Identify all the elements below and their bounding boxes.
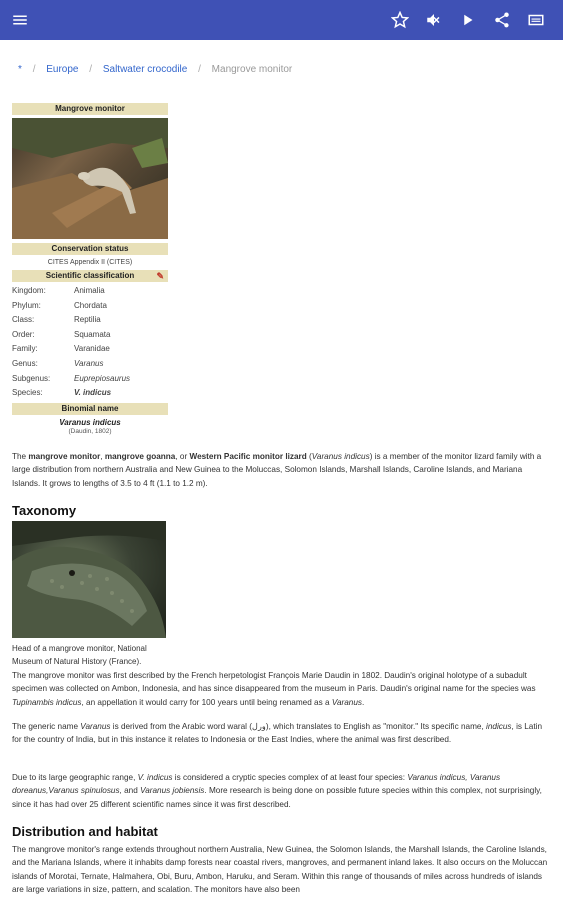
classification-row-kingdom	[12, 284, 168, 299]
row-value[interactable]: Varanidae	[74, 344, 110, 354]
italic-text: Varanus indicus	[311, 452, 370, 461]
classification-row-order	[12, 328, 168, 343]
breadcrumb-separator: /	[89, 64, 93, 75]
text: ) is a member of the monitor lizard family with a large distribution from northern Australia and New Guinea to the Moluccas, Solomon Islands, Marshall Islands, Caroline Islands, and Mariana Islands. It grows to lengths of 3.5 to 4 ft (1.1 to 1.2 m).	[12, 452, 542, 488]
text: and	[121, 786, 141, 796]
text: ,	[100, 452, 105, 461]
text: The generic name	[12, 722, 81, 731]
row-label: Class:	[12, 315, 35, 325]
distribution-paragraph-1: The mangrove monitor's range extends throughout northern Australia, New Guinea, the Solomon Islands, the Marshall Islands, the Caroline Islands, and the Mariana Islands, where it inhabits damp forests near coastal rivers, mangroves, and permanent inland lakes. It also occurs on the Moluccan islands of Morotai, Ternate, Halmahera, Obi, Buru, Ambon, Haruku, and Seram. Within this range of thousands of miles across hundreds of islands are large variations in size, pattern, and scalation. The monitors have also been	[12, 845, 548, 894]
breadcrumb-separator: /	[32, 64, 36, 75]
breadcrumb-item-europe[interactable]: Europe	[46, 64, 79, 75]
row-label: Family:	[12, 344, 38, 354]
binomial-name-header: Binomial name	[12, 403, 168, 415]
row-value[interactable]: Squamata	[74, 329, 111, 339]
text: , is Latin for the country of India, but in this instance it relates to Indonesia or the East Indies, where the animal was first described.	[12, 722, 543, 745]
breadcrumb	[18, 64, 300, 75]
row-label: Order:	[12, 329, 35, 339]
breadcrumb-item-current: Mangrove monitor	[211, 64, 293, 75]
classification-row-phylum	[12, 299, 168, 314]
classification-row-genus	[12, 357, 168, 372]
row-value[interactable]: Animalia	[74, 286, 105, 295]
star-icon[interactable]	[388, 8, 412, 32]
text: The mangrove monitor was first described by the French herpetologist François Marie Daudin in 1802. Daudin's original holotype of a subadult specimen was collected on Ambon, Indonesia, and has since disappeared from the museum in Paris. Daudin's original name for the species was	[12, 671, 536, 694]
text: , an appellation it would carry for 100 years until being renamed as a	[81, 697, 332, 707]
infobox-title: Mangrove monitor	[12, 103, 168, 115]
row-value[interactable]: Euprepiosaurus	[74, 373, 131, 383]
row-label: Phylum:	[12, 300, 41, 310]
bold-text: mangrove goanna	[104, 452, 176, 461]
intro-paragraph	[12, 450, 550, 490]
italic-text: Tupinambis indicus	[12, 697, 82, 707]
italic-text: Varanus	[331, 697, 363, 707]
classification-row-family	[12, 342, 168, 357]
row-value: V. indicus	[74, 388, 112, 398]
breadcrumb-home[interactable]: *	[18, 64, 22, 75]
classification-row-class	[12, 313, 168, 328]
text: . More research is being done on possible future species within this complex, not surprisingly, since it has had over 25 different scientific names since it was first described.	[12, 786, 542, 809]
italic-text: Varanus	[80, 722, 111, 731]
section-heading-distribution: Distribution and habitat	[12, 824, 158, 839]
breadcrumb-item-saltwater-crocodile[interactable]: Saltwater crocodile	[102, 64, 188, 75]
italic-text: V. indicus	[137, 773, 173, 782]
app-toolbar	[0, 0, 563, 40]
text: is derived from the Arabic word waral (ورل), which translates to English as "monitor." Its specific name,	[110, 722, 487, 731]
text: is considered a cryptic species complex of at least four species:	[172, 773, 408, 782]
menu-icon[interactable]	[8, 8, 32, 32]
taxonomy-photo[interactable]	[12, 521, 166, 638]
italic-text: indicus	[486, 722, 512, 731]
binomial-name: Varanus indicus	[59, 417, 121, 427]
text: .	[362, 697, 365, 707]
taxonomy-paragraph-1	[12, 669, 550, 709]
bold-text: mangrove monitor	[28, 452, 101, 461]
taxonomy-paragraph-3	[12, 771, 550, 811]
row-value[interactable]: Chordata	[74, 300, 107, 310]
text: (	[306, 452, 312, 461]
bold-text: Western Pacific monitor lizard	[189, 452, 307, 461]
text: The	[12, 452, 29, 461]
conservation-status-value: CITES Appendix II (CITES)	[47, 259, 133, 266]
text: Due to its large geographic range,	[12, 773, 138, 782]
share-icon[interactable]	[490, 8, 514, 32]
row-label: Genus:	[12, 358, 38, 368]
conservation-status-header: Conservation status	[12, 243, 168, 255]
classification-rows	[12, 284, 168, 401]
classification-row-subgenus	[12, 372, 168, 387]
infobox	[12, 103, 168, 435]
italic-text: Varanus indicus, Varanus doreanus,Varanus spinulosus,	[12, 773, 501, 796]
classification-row-species	[12, 386, 168, 401]
list-icon[interactable]	[524, 8, 548, 32]
italic-text: Varanus jobiensis	[140, 786, 205, 796]
row-label: Kingdom:	[12, 286, 46, 295]
scientific-classification-label: Scientific classification	[45, 271, 135, 280]
breadcrumb-separator: /	[198, 64, 201, 75]
row-value[interactable]: Varanus	[74, 358, 104, 368]
scientific-classification-header	[12, 270, 168, 282]
pencil-icon[interactable]: ✎	[156, 271, 164, 281]
row-value[interactable]: Reptilia	[74, 315, 101, 325]
play-icon[interactable]	[456, 8, 480, 32]
text: , or	[175, 452, 190, 461]
infobox-photo[interactable]	[12, 118, 168, 239]
section-heading-taxonomy: Taxonomy	[12, 503, 77, 518]
volume-off-icon[interactable]	[422, 8, 446, 32]
binomial-author: (Daudin, 1802)	[68, 427, 112, 435]
row-label: Species:	[12, 388, 43, 398]
row-label: Subgenus:	[12, 373, 51, 383]
taxonomy-paragraph-2	[12, 720, 550, 747]
taxonomy-photo-caption: Head of a mangrove monitor, National Museum of Natural History (France).	[12, 644, 147, 666]
